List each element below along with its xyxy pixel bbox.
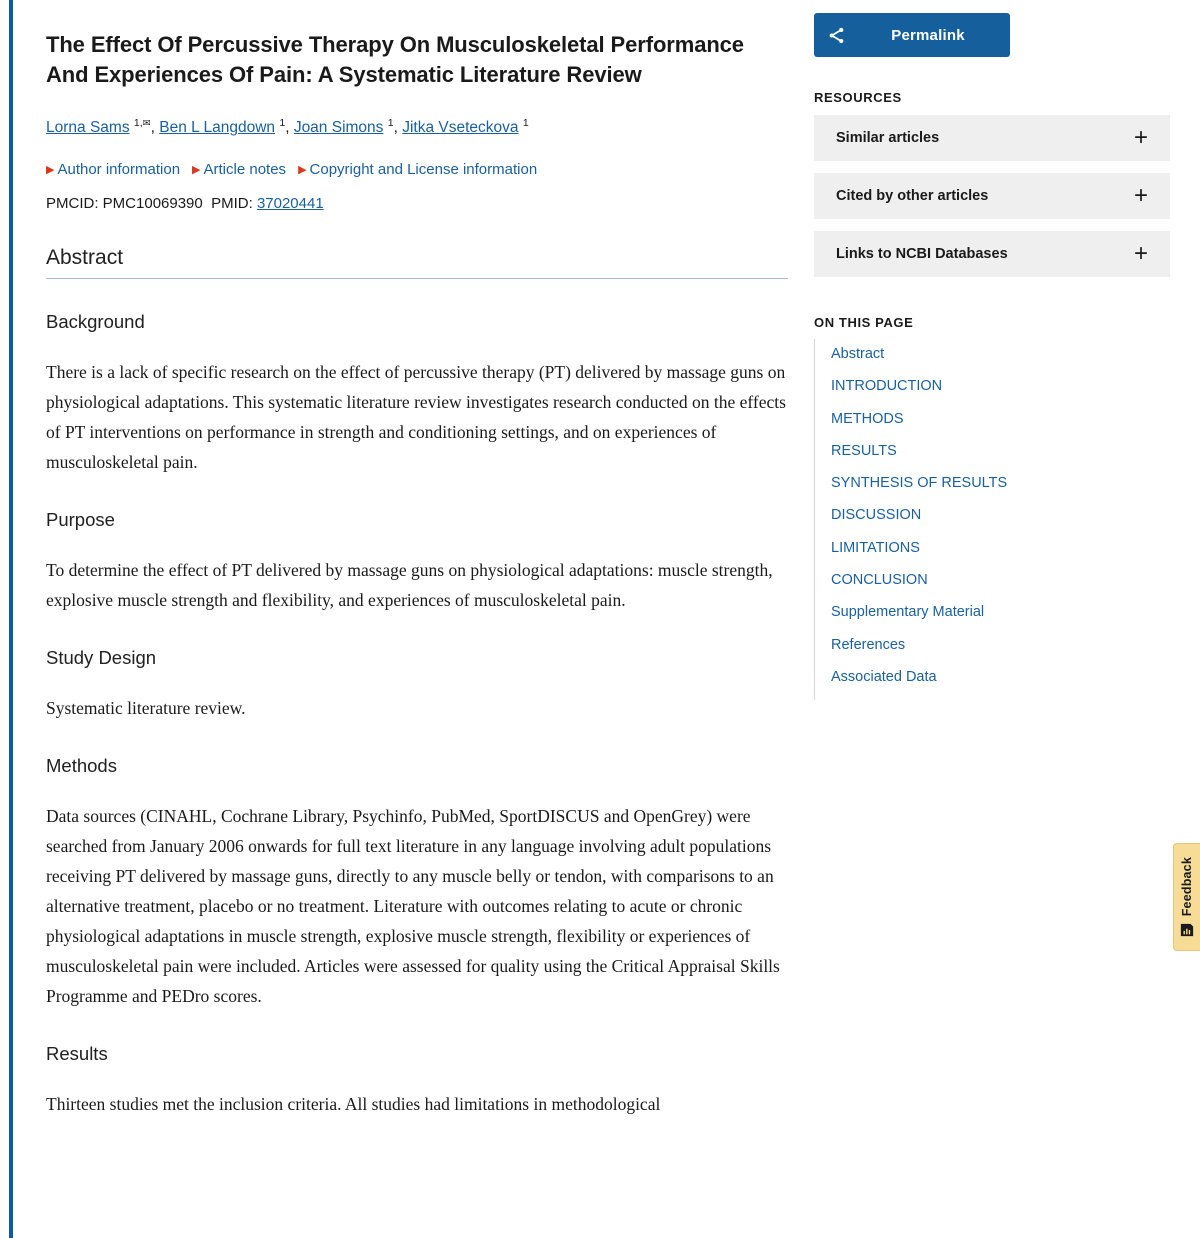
pmid-link[interactable]: 37020441 [256, 195, 324, 213]
toc-item [815, 345, 1170, 377]
toc-item [815, 636, 1170, 668]
permalink-button[interactable] [814, 13, 1010, 57]
toc-link[interactable]: DISCUSSION [831, 507, 922, 524]
left-accent-rail [9, 0, 13, 1238]
permalink-label: Permalink [891, 26, 965, 44]
toc-item [815, 603, 1170, 635]
pmcid-label: PMCID: [46, 195, 99, 213]
meta-link-label: Article notes [203, 161, 287, 179]
toc-item [815, 539, 1170, 571]
toc-link[interactable]: SYNTHESIS OF RESULTS [831, 475, 1008, 492]
abstract-subheading: Background [46, 311, 145, 333]
meta-link[interactable] [46, 161, 180, 178]
toc-link[interactable]: RESULTS [831, 442, 897, 459]
abstract-subheading: Methods [46, 755, 117, 777]
resources-heading: RESOURCES [814, 90, 902, 105]
corresponding-author-envelope-icon[interactable]: ✉ [142, 118, 151, 129]
author-list: Lorna Sams $^{1,✉}$, Ben L Langdown $^1$, Joan Simons $^1$, Jitka Vseteckova $^1$ [46, 117, 529, 137]
meta-link-label: Copyright and License information [309, 161, 538, 179]
abstract-paragraph: There is a lack of specific research on the effect of percussive therapy (PT) delivered by massage guns on physiological adaptations. This systematic literature review investigates research conducted on the effects of PT interventions on performance in strength and conditioning settings, and on experiences of musculoskeletal pain. [46, 362, 786, 473]
toc-link[interactable]: Abstract [831, 346, 885, 362]
abstract-paragraph: Systematic literature review. [46, 698, 246, 719]
toc-link[interactable]: Supplementary Material [831, 604, 985, 621]
toc-link[interactable]: CONCLUSION [831, 572, 928, 589]
plus-icon[interactable]: + [1133, 124, 1148, 151]
toc-link[interactable]: INTRODUCTION [831, 378, 943, 395]
toc-item [815, 571, 1170, 603]
triangle-right-icon: ▶ [46, 164, 55, 177]
resource-row-label: Similar articles [836, 130, 940, 146]
toc-item [815, 474, 1170, 506]
toc-link[interactable]: METHODS [831, 410, 904, 427]
plus-icon[interactable]: + [1133, 182, 1148, 209]
resource-row[interactable] [814, 115, 1170, 161]
author-affiliation-marker: 1 [387, 117, 394, 129]
page-title: The Effect Of Percussive Therapy On Musculoskeletal Performance And Experiences Of Pain: A Systematic Literature Review [46, 32, 744, 87]
abstract-paragraph: Data sources (CINAHL, Cochrane Library, Psychinfo, PubMed, SportDISCUS and OpenGrey) were searched from January 2006 onwards for full text literature in any language involving adult populations receiving PT delivered by massage guns, directly to any muscle belly or tendon, with comparisons to an alternative treatment, placebo or no treatment. Literature with outcomes relating to acute or chronic physiological adaptations in muscle strength, explosive muscle strength, flexibility or experiences of musculoskeletal pain were included. Articles were assessed for quality using the Critical Appraisal Skills Programme and PEDro scores. [46, 806, 780, 1007]
toc-link[interactable]: LIMITATIONS [831, 539, 920, 556]
table-of-contents [814, 339, 1170, 700]
abstract-subheading: Study Design [46, 647, 157, 669]
meta-link[interactable] [192, 161, 286, 178]
sidebar [814, 0, 1170, 700]
toc-item [815, 377, 1170, 409]
share-icon [814, 26, 858, 45]
author-link[interactable]: Joan Simons [293, 119, 384, 137]
triangle-right-icon: ▶ [298, 164, 307, 177]
feedback-label: Feedback [1180, 857, 1194, 917]
toc-item [815, 668, 1170, 700]
on-this-page-heading: ON THIS PAGE [814, 315, 914, 330]
abstract-paragraph: Thirteen studies met the inclusion criteria. All studies had limitations in methodological [46, 1094, 661, 1115]
pmcid-value: PMC10069390 [102, 195, 203, 213]
chart-bars-icon [1180, 923, 1194, 937]
toc-item [815, 410, 1170, 442]
toc-item [815, 442, 1170, 474]
feedback-tab[interactable] [1173, 843, 1200, 951]
abstract-paragraph: To determine the effect of PT delivered by massage guns on physiological adaptations: muscle strength, explosive muscle strength and flexibility, and experiences of musculoskeletal pain. [46, 560, 773, 611]
triangle-right-icon: ▶ [192, 164, 201, 177]
author-link[interactable]: Lorna Sams [46, 119, 130, 137]
abstract-subheading: Results [46, 1043, 108, 1065]
author-link[interactable]: Jitka Vseteckova [402, 119, 519, 137]
article-identifiers [46, 194, 788, 214]
resource-row[interactable] [814, 173, 1170, 219]
meta-link[interactable] [298, 161, 537, 178]
resource-row[interactable] [814, 231, 1170, 277]
article-column [46, 0, 788, 1119]
author-link[interactable]: Ben L Langdown [159, 119, 276, 137]
pmid-label: PMID: [211, 195, 253, 213]
toc-item [815, 506, 1170, 538]
resource-row-label: Links to NCBI Databases [836, 246, 1008, 262]
plus-icon[interactable]: + [1133, 240, 1148, 267]
resources-list [814, 115, 1170, 277]
article-meta-links [46, 160, 788, 181]
meta-link-label: Author information [57, 161, 181, 179]
toc-link[interactable]: Associated Data [831, 668, 937, 685]
abstract-subheading: Purpose [46, 509, 115, 531]
author-affiliation-marker: 1 [522, 117, 529, 129]
resource-row-label: Cited by other articles [836, 188, 989, 204]
abstract-heading: Abstract [46, 246, 788, 279]
toc-link[interactable]: References [831, 636, 906, 653]
abstract-sections [46, 311, 788, 1119]
author-affiliation-marker: 1, [133, 117, 143, 129]
author-affiliation-marker: 1 [279, 117, 286, 129]
